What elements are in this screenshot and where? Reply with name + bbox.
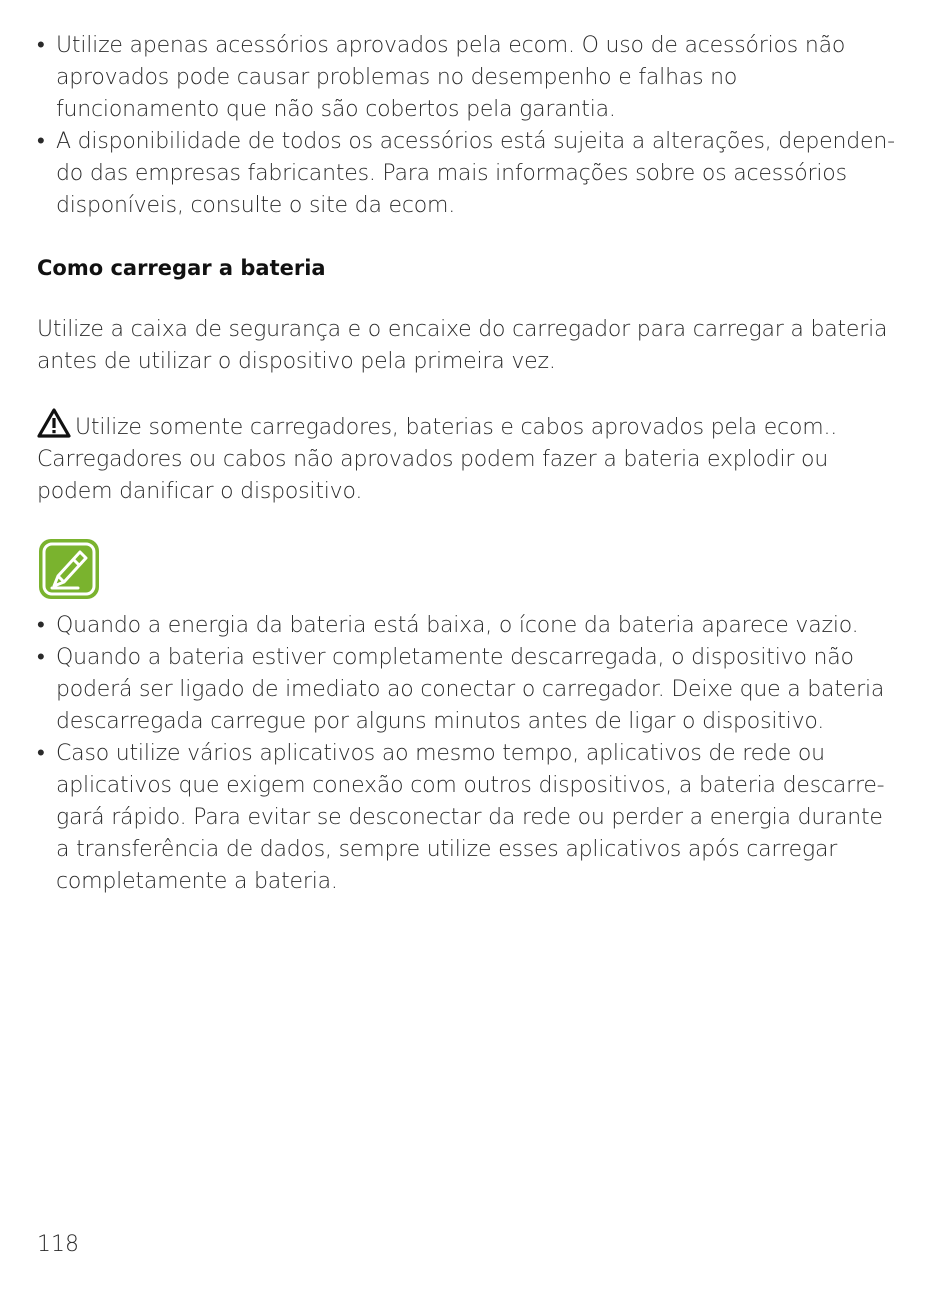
warning-triangle-icon [37,408,71,438]
bullet-text: Quando a bateria estiver completamente descarregada, o dispositivo não poderá ser ligado de imediato ao conectar o carregador. Deixe que a bateria descarregada carregue por alguns minutos antes de ligar o dispositivo. [56,645,885,734]
bullet-text: A disponibilidade de todos os acessórios está sujeita a alterações, dependen-do das empresas fabricantes. Para mais informações sobre os acessórios disponíveis, consulte o site da ecom. [56,129,895,218]
list-item: • Quando a bateria estiver completamente descarregada, o dispositivo não poderá ser ligado de imediato ao conectar o carregador. Deixe que a bateria descarregada carregue por alguns minutos antes de ligar o dispositivo. [37,645,885,734]
list-item: • Caso utilize vários aplicativos ao mesmo tempo, aplicativos de rede ou aplicativos que exigem conexão com outros dispositivos, a bateria descarre-gará rápido. Para evitar se desconectar da rede ou perder a energia durante a transferência de dados, sempre utilize esses aplicativos após carregar completamente a bateria. [37,741,885,894]
page-content [37,30,897,898]
warning-paragraph [37,408,897,508]
bullet-text: Quando a energia da bateria está baixa, o ícone da bateria aparece vazio. [56,613,859,638]
bullet-text: Caso utilize vários aplicativos ao mesmo tempo, aplicativos de rede ou aplicativos que exigem conexão com outros dispositivos, a bateria descarre-gará rápido. Para evitar se desconectar da rede ou perder a energia durante a transferência de dados, sempre utilize esses aplicativos após carregar completamente a bateria. [56,741,885,894]
list-item: • Quando a energia da bateria está baixa, o ícone da bateria aparece vazio. [37,613,859,638]
section-heading: Como carregar a bateria [37,256,326,280]
list-item: • Utilize apenas acessórios aprovados pela ecom. O uso de acessórios não aprovados pode causar problemas no desempenho e falhas no funcionamento que não são cobertos pela garantia. [37,33,846,122]
page-number: 118 [37,1232,79,1257]
accessories-bullet-list [37,30,897,222]
battery-notes-list [37,610,897,898]
intro-paragraph: Utilize a caixa de segurança e o encaixe do carregador para carregar a bateria antes de utilizar o dispositivo pela primeira vez. [37,317,888,374]
list-item: • A disponibilidade de todos os acessórios está sujeita a alterações, dependen-do das empresas fabricantes. Para mais informações sobre os acessórios disponíveis, consulte o site da ecom. [37,129,895,218]
warning-text: Utilize somente carregadores, baterias e cabos aprovados pela ecom.. Carregadores ou cabos não aprovados podem fazer a bateria explodir ou podem danificar o dispositivo. [37,415,838,504]
bullet-text: Utilize apenas acessórios aprovados pela ecom. O uso de acessórios não aprovados pode causar problemas no desempenho e falhas no funcionamento que não são cobertos pela garantia. [56,33,846,122]
note-pencil-icon [38,538,100,600]
